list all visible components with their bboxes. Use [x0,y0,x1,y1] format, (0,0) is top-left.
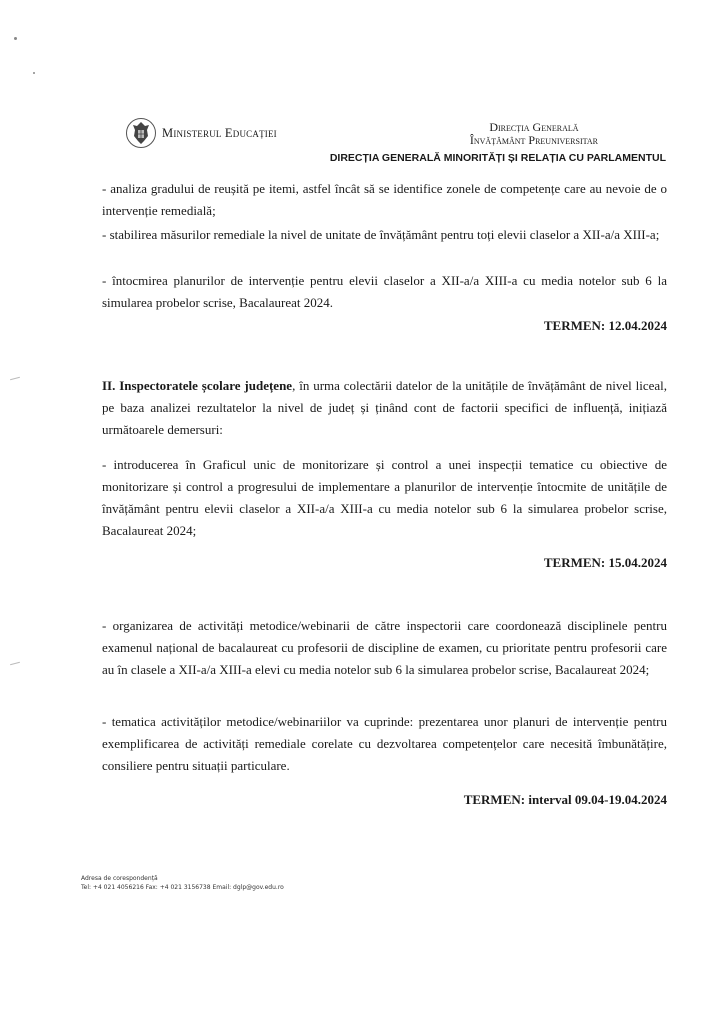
ministry-name: Ministerul Educației [162,125,277,140]
section2-intro-text: , în urma colectării datelor de la unitățile de învățământ de nivel liceal, pe baza analizei rezultatelor la nivel de județ și ținând cont de factorii specifici de influență, inițiază următoarele demersuri: [102,378,667,437]
footer-contact-line: Tel: +4 021 4056216 Fax: +4 021 3156738 Email: dglp@gov.edu.ro [81,884,284,891]
scan-mark [10,662,20,666]
section2-intro [102,375,667,441]
department-line-2: Învățământ Preuniversitar [469,133,598,147]
footer-contact [81,874,284,892]
section2-item-3: - tematica activităților metodice/webinariilor va cuprinde: prezentarea unor planuri de intervenție pentru exemplificarea de activități remediale corelate cu dezvoltarea competențelor care necesită îmbunătățire, consiliere pentru situații particulare. [102,714,667,773]
section2-item-1: - introducerea în Graficul unic de monitorizare și control a unei inspecții tematice cu obiective de monitorizare și control a progresului de implementare a planurilor de intervenție întocmite de unitățile de învățământ pentru elevii claselor a XII-a/a XIII-a cu media notelor sub 6 la simularea probelor scrise, Bacalaureat 2024; [102,457,667,538]
scan-speck [14,37,17,40]
termen-1: TERMEN: 12.04.2024 [543,318,667,333]
department-title [470,121,598,147]
section1-item-3: - întocmirea planurilor de intervenție pentru elevii claselor a XII-a/a XIII-a cu media notelor sub 6 la simularea probelor scrise, Bacalaureat 2024. [102,273,667,310]
scan-mark [10,377,20,381]
termen-2: TERMEN: 15.04.2024 [543,555,667,570]
section2-heading: II. Inspectoratele școlare județene [102,378,293,393]
department-subtitle: DIRECȚIA GENERALĂ MINORITĂȚI ȘI RELAȚIA CU PARLAMENTUL [329,152,666,164]
footer-address-label: Adresa de corespondență [81,875,158,882]
coat-of-arms-icon [126,117,156,149]
ministry-logo-block [126,117,277,149]
section1-item-2: - stabilirea măsurilor remediale la nivel de unitate de învățământ pentru toți elevii claselor a XII-a/a XIII-a; [102,227,660,242]
section2-item-2: - organizarea de activități metodice/webinarii de către inspectorii care coordonează disciplinele pentru examenul național de bacalaureat cu profesorii de discipline de examen, cu prioritate pentru profesorii care au în clasele a XII-a/a XIII-a elevi cu media notelor sub 6 la simularea probelor scrise, Bacalaureat 2024; [102,618,667,677]
termen-3: TERMEN: interval 09.04-19.04.2024 [463,792,667,807]
department-line-1: Direcția Generală [489,120,579,134]
scan-speck [33,72,35,74]
section1-item-1: - analiza gradului de reușită pe itemi, astfel încât să se identifice zonele de competențe care au nevoie de o intervenție remedială; [102,181,667,218]
